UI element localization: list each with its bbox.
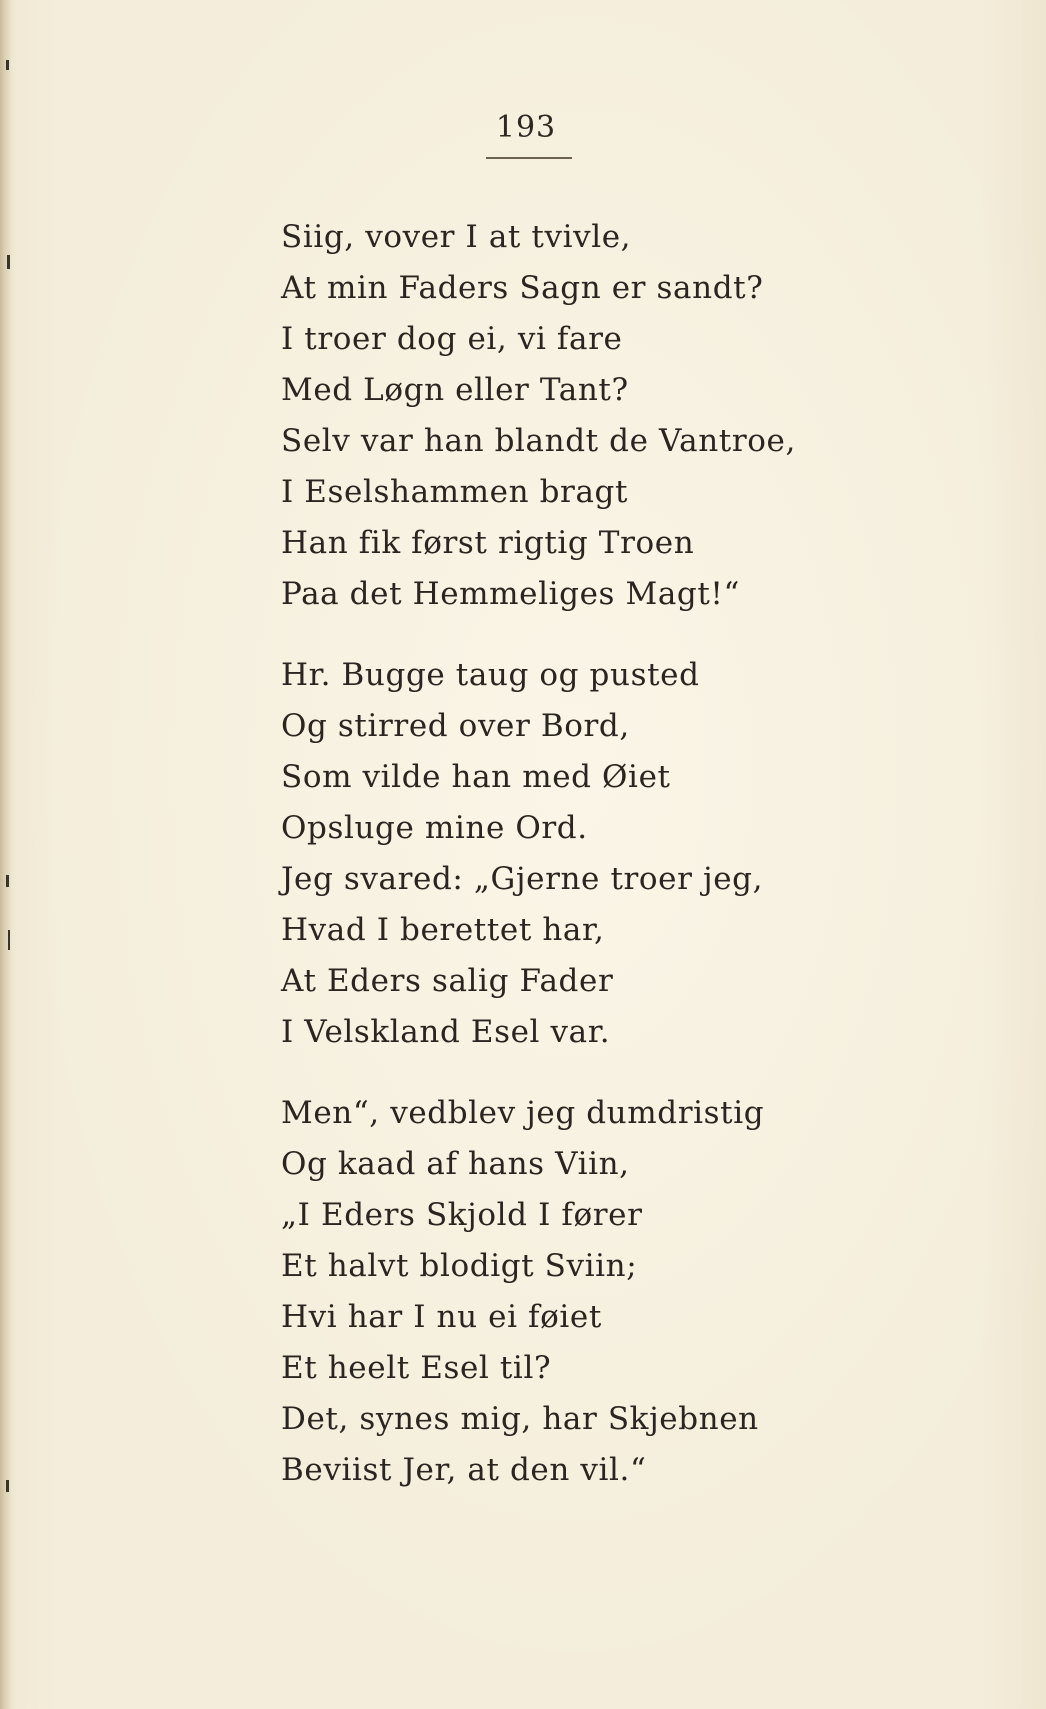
margin-mark — [6, 875, 9, 887]
poem-line: Selv var han blandt de Vantroe, — [281, 423, 796, 459]
poem-line: „I Eders Skjold I fører — [281, 1197, 643, 1233]
page-number-rule — [486, 157, 572, 159]
poem-line: Med Løgn eller Tant? — [281, 372, 629, 408]
margin-mark — [6, 60, 9, 70]
poem-line: I Velskland Esel var. — [281, 1014, 611, 1050]
margin-mark — [7, 255, 10, 269]
poem-line: At Eders salig Fader — [281, 963, 614, 999]
poem-line: Beviist Jer, at den vil.“ — [281, 1452, 647, 1488]
poem-line: I troer dog ei, vi fare — [281, 321, 623, 357]
poem-line: At min Faders Sagn er sandt? — [281, 270, 764, 306]
poem-line: Paa det Hemmeliges Magt!“ — [281, 576, 740, 612]
stanza-2 — [281, 650, 981, 1058]
poem-line: Hvi har I nu ei føiet — [281, 1299, 602, 1335]
poem-line: Det, synes mig, har Skjebnen — [281, 1401, 759, 1437]
poem-line: Og stirred over Bord, — [281, 708, 630, 744]
poem-line: Opsluge mine Ord. — [281, 810, 588, 846]
page-number: 193 — [495, 110, 557, 145]
poem-line: Et heelt Esel til? — [281, 1350, 552, 1386]
poem-line: Jeg svared: „Gjerne troer jeg, — [281, 861, 764, 897]
binding-edge — [0, 0, 12, 1709]
poem-line: Han fik først rigtig Troen — [281, 525, 695, 561]
poem-line: Men“, vedblev jeg dumdristig — [281, 1095, 765, 1131]
poem-line: Et halvt blodigt Sviin; — [281, 1248, 638, 1284]
poem-line: Hr. Bugge taug og pusted — [281, 657, 700, 693]
poem-line: Og kaad af hans Viin, — [281, 1146, 630, 1182]
margin-mark — [6, 1480, 9, 1492]
poem-line: I Eselshammen bragt — [281, 474, 629, 510]
margin-mark — [8, 930, 10, 950]
stanza-3 — [281, 1088, 981, 1496]
poem-line: Hvad I berettet har, — [281, 912, 605, 948]
poem — [281, 212, 981, 1496]
poem-line: Som vilde han med Øiet — [281, 759, 671, 795]
stanza-1 — [281, 212, 981, 620]
poem-line: Siig, vover I at tvivle, — [281, 219, 632, 255]
